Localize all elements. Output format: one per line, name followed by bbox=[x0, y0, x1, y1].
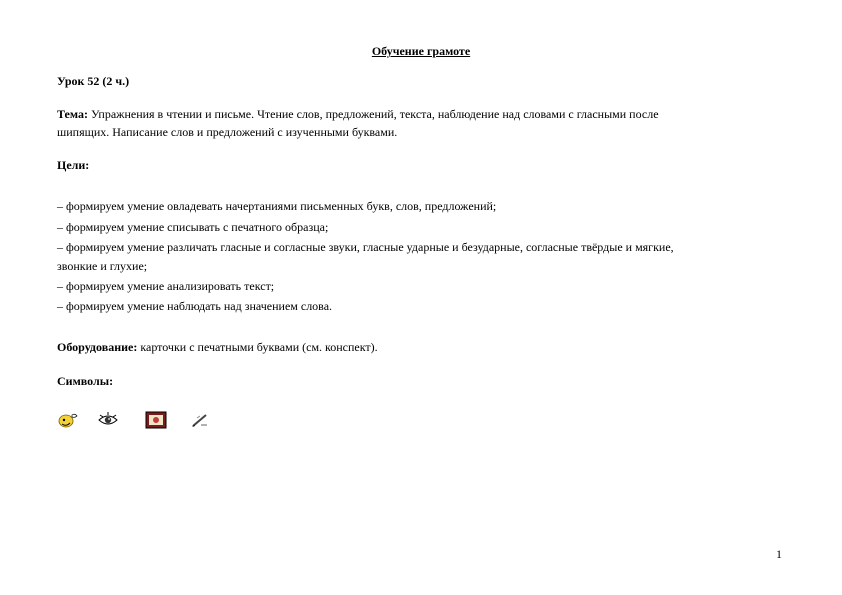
goal-item: – формируем умение различать гласные и согласные звуки, гласные ударные и безударные, согласные твёрдые и мягкие, bbox=[57, 240, 674, 254]
speech-icon bbox=[57, 409, 79, 431]
goal-item: – формируем умение списывать с печатного образца; bbox=[57, 220, 329, 234]
pencil-icon bbox=[189, 409, 211, 431]
page-title: Обучение грамоте bbox=[371, 44, 471, 58]
symbols-label: Символы: bbox=[57, 374, 114, 388]
lesson-heading: Урок 52 (2 ч.) bbox=[57, 74, 130, 88]
equipment-text: карточки с печатными буквами (см. конспект). bbox=[137, 340, 378, 354]
topic-line-1 bbox=[57, 106, 787, 123]
picture-icon bbox=[145, 409, 167, 431]
topic-text-1: Упражнения в чтении и письме. Чтение слов, предложений, текста, наблюдение над словами с гласными после bbox=[87, 107, 659, 121]
goal-item: – формируем умение наблюдать над значением слова. bbox=[57, 299, 333, 313]
goal-item: – формируем умение анализировать текст; bbox=[57, 279, 275, 293]
topic-label: Тема: bbox=[57, 107, 88, 121]
page-number: 1 bbox=[776, 547, 782, 561]
goal-item: – формируем умение овладевать начертаниями письменных букв, слов, предложений; bbox=[57, 199, 497, 213]
equipment-label: Оборудование: bbox=[57, 340, 138, 354]
topic-line-2: шипящих. Написание слов и предложений с изученными буквами. bbox=[57, 125, 398, 139]
goals-label: Цели: bbox=[57, 158, 90, 172]
equipment-line bbox=[57, 339, 787, 356]
eye-icon bbox=[97, 409, 119, 431]
goal-item-continuation: звонкие и глухие; bbox=[57, 259, 148, 273]
